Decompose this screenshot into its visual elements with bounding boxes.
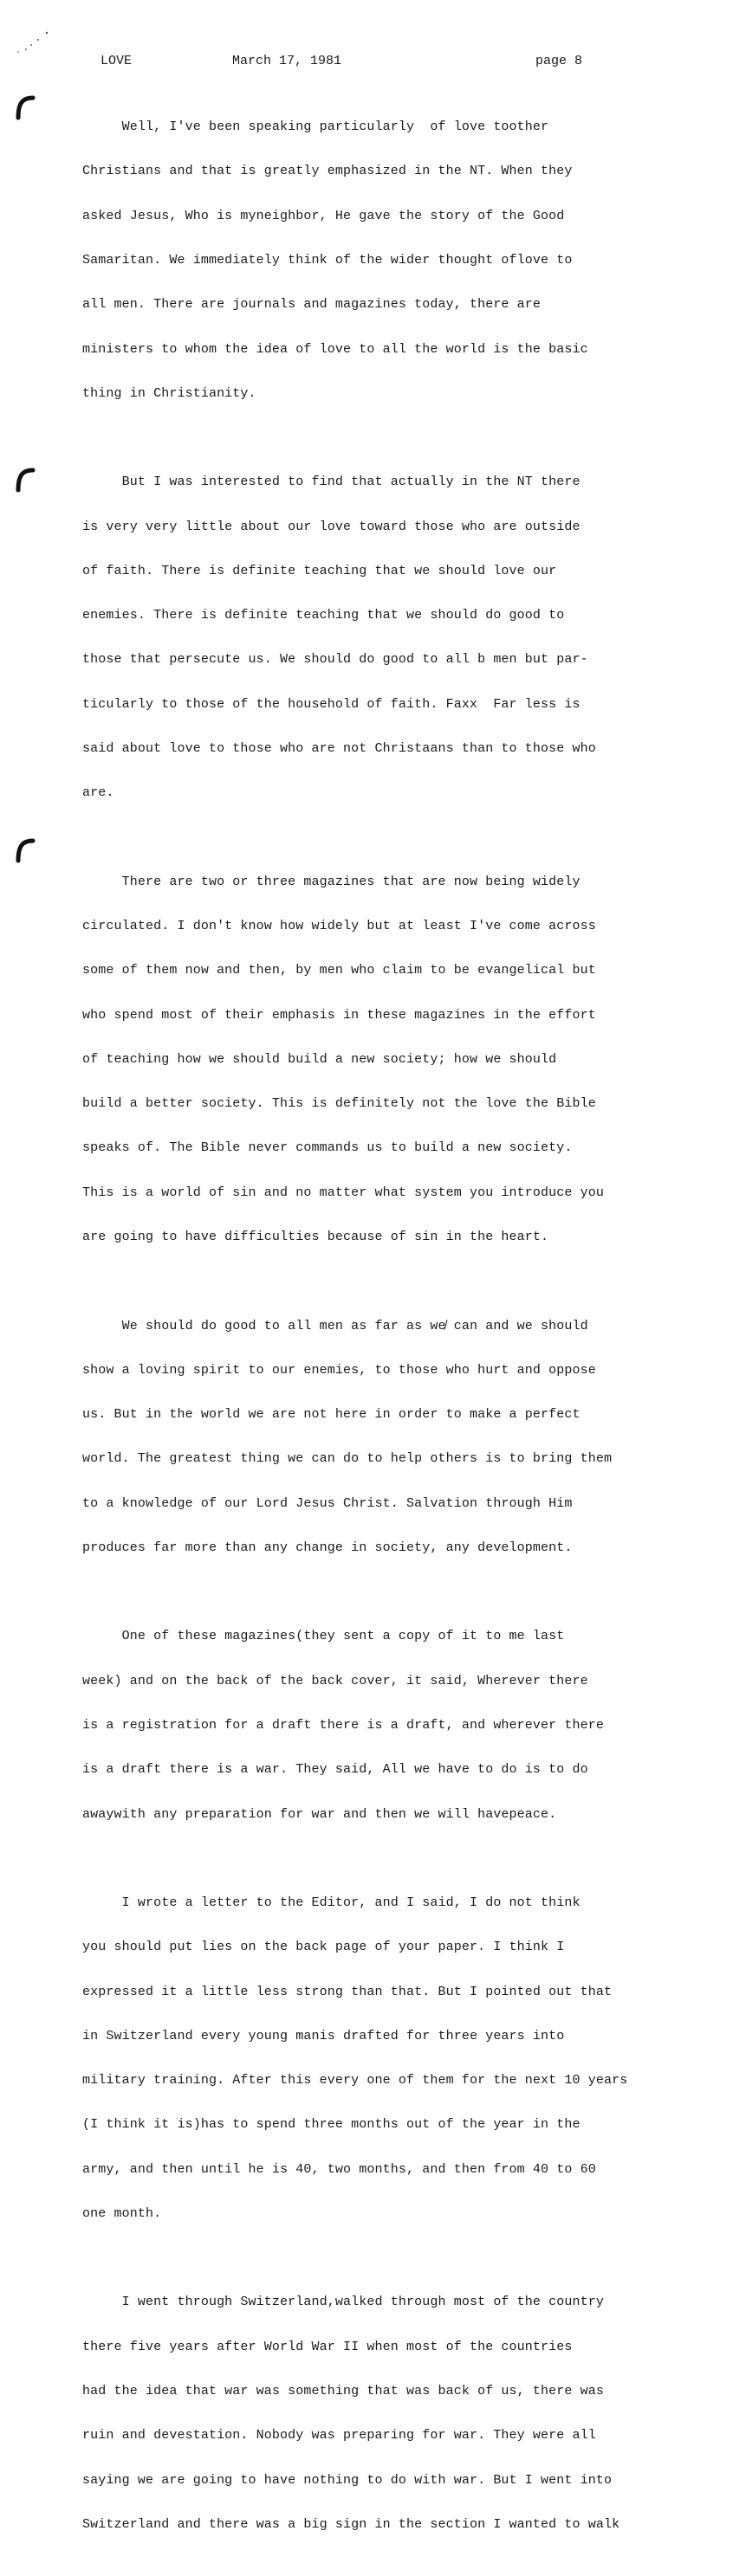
text-line: is a registration for a draft there is a draft, and wherever there <box>82 1717 605 1733</box>
text-line: produces far more than any change in society, any development. <box>82 1540 573 1555</box>
document-title: LOVE <box>101 54 133 68</box>
text-line: to a knowledge of our Lord Jesus Christ. Salvation through Him <box>82 1495 573 1511</box>
paragraph <box>82 90 706 430</box>
page-number: page 8 <box>535 54 583 68</box>
paper-specks <box>12 26 55 61</box>
text-line: in Switzerland every young manis drafted for three years into <box>82 2028 565 2043</box>
text-line: had the idea that war was something that was back of us, there was <box>82 2383 605 2398</box>
text-line: build a better society. This is definitely not the love the Bible <box>82 1096 596 1112</box>
document-body <box>82 90 706 2576</box>
text-line: are going to have difficulties because of sin in the heart. <box>82 1230 549 1245</box>
text-line: world. The greatest thing we can do to help others is to bring them <box>82 1451 613 1467</box>
text-line: army, and then until he is 40, two months, and then from 40 to 60 <box>82 2161 596 2177</box>
text-line: There are two or three magazines that are now being widely <box>82 874 581 889</box>
text-line: expressed it a little less strong than that. But I pointed out that <box>82 1984 613 1999</box>
paragraph <box>82 1288 706 1585</box>
text-line: This is a world of sin and no matter what system you introduce you <box>82 1185 605 1200</box>
paragraph <box>82 2265 706 2561</box>
text-line: circulated. I don't know how widely but at least I've come across <box>82 919 596 934</box>
text-line: show a loving spirit to our enemies, to those who hurt and oppose <box>82 1362 596 1378</box>
paragraph <box>82 1866 706 2250</box>
text-line: of teaching how we should build a new society; how we should <box>82 1051 557 1067</box>
text-line: is a draft there is a war. They said, All we have to do is to do <box>82 1762 588 1778</box>
text-line: Samaritan. We immediately think of the wider thought oflove to <box>82 253 573 268</box>
text-line: We should do good to all men as far as we̸ can and we should <box>82 1318 588 1333</box>
text-line: But I was interested to find that actually in the NT there <box>82 475 581 490</box>
paragraph <box>82 445 706 830</box>
text-line: I wrote a letter to the Editor, and I said, I do not think <box>82 1895 581 1910</box>
text-line: week) and on the back of the back cover, it said, Wherever there <box>82 1673 588 1688</box>
text-line: enemies. There is definite teaching that we should do good to <box>82 608 565 623</box>
binder-hole-mark <box>16 468 35 494</box>
text-line: is very very little about our love toward those who are outside <box>82 519 581 534</box>
document-date: March 17, 1981 <box>232 54 342 68</box>
text-line: who spend most of their emphasis in these magazines in the effort <box>82 1007 596 1023</box>
text-line: One of these magazines(they sent a copy of it to me last <box>82 1629 565 1644</box>
text-line: those that persecute us. We should do good to all b men but par- <box>82 652 588 668</box>
text-line: ruin and devestation. Nobody was preparing for war. They were all <box>82 2428 596 2444</box>
text-line: Well, I've been speaking particularly of love toother <box>82 119 549 135</box>
text-line: ticularly to those of the household of faith. Faxx Far less is <box>82 696 581 712</box>
text-line: there five years after World War II when most of the countries <box>82 2339 573 2354</box>
text-line: asked Jesus, Who is myneighbor, He gave the story of the Good <box>82 208 565 223</box>
text-line: Christians and that is greatly emphasized in the NT. When they <box>82 164 573 179</box>
text-line: awaywith any preparation for war and then we will havepeace. <box>82 1806 557 1822</box>
text-line: said about love to those who are not Christaans than to those who <box>82 741 596 757</box>
binder-hole-mark <box>16 838 35 864</box>
text-line: saying we are going to have nothing to do with war. But I went into <box>82 2472 613 2488</box>
page-header <box>101 54 638 71</box>
text-line: military training. After this every one of them for the next 10 years <box>82 2073 628 2089</box>
paragraph <box>82 845 706 1275</box>
text-line: all men. There are journals and magazines today, there are <box>82 297 542 313</box>
paragraph <box>82 1599 706 1851</box>
text-line: Switzerland and there was a big sign in the section I wanted to walk <box>82 2516 620 2532</box>
text-line: (I think it is)has to spend three months out of the year in the <box>82 2117 581 2133</box>
text-line: some of them now and then, by men who claim to be evangelical but <box>82 963 596 978</box>
text-line: you should put lies on the back page of your paper. I think I <box>82 1940 565 1955</box>
text-line: thing in Christianity. <box>82 385 256 401</box>
binder-hole-mark <box>16 95 35 121</box>
text-line: ministers to whom the idea of love to all the world is the basic <box>82 341 588 357</box>
text-line: I went through Switzerland,walked through most of the country <box>82 2295 605 2310</box>
text-line: us. But in the world we are not here in order to make a perfect <box>82 1407 581 1423</box>
text-line: of faith. There is definite teaching that we should love our <box>82 563 557 578</box>
text-line: one month. <box>82 2205 162 2221</box>
text-line: are. <box>82 785 114 801</box>
text-line: speaks of. The Bible never commands us to build a new society. <box>82 1140 573 1156</box>
